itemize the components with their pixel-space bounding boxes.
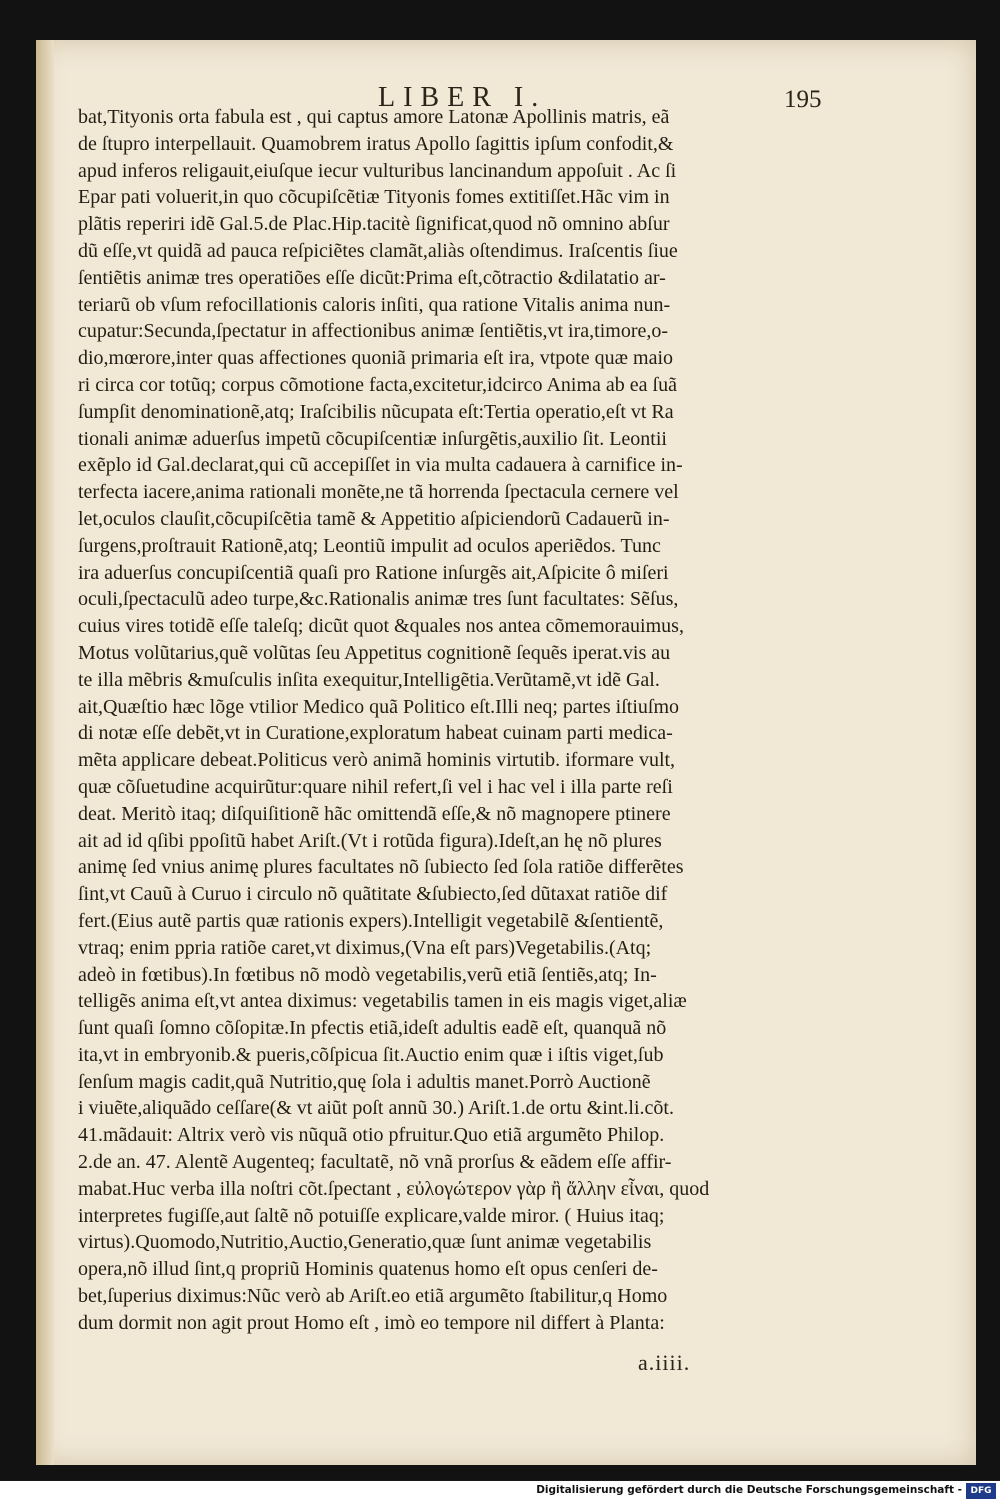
text-line: let,oculos clauſit,cõcupiſcẽtia tamẽ & Appetitio aſpiciendorũ Cadauerũ in- xyxy=(78,507,670,530)
footer-bar xyxy=(0,1481,1000,1502)
text-line: ſurgens,proſtrauit Rationẽ,atq; Leontiũ impulit ad oculos aperiẽdos. Tunc xyxy=(78,534,661,557)
text-line: de ſtupro interpellauit. Quamobrem iratus Apollo ſagittis ipſum confodit,& xyxy=(78,132,674,155)
text-line: ita,vt in embryonib.& pueris,cõſpicua ſit.Auctio enim quæ i iſtis viget,ſub xyxy=(78,1043,664,1066)
text-line: vtraq; enim ppria ratiõe caret,vt diximus,(Vna eſt pars)Vegetabilis.(Atq; xyxy=(78,936,652,959)
text-line: mẽta applicare debeat.Politicus verò animã hominis virtutib. iformare vult, xyxy=(78,749,676,772)
dfg-logo: DFG xyxy=(966,1483,996,1499)
text-line: ira aduerſus concupiſcentiã quaſi pro Ratione inſurgẽs ait,Aſpicite ô miſeri xyxy=(78,561,669,584)
text-line: i viuẽte,aliquãdo ceſſare(& vt aiũt poſt annũ 30.) Ariſt.1.de ortu &int.li.cõt. xyxy=(78,1097,674,1120)
text-line: adeò in fœtibus).In fœtibus nõ modò vegetabilis,verũ etiã ſentiẽs,atq; In- xyxy=(78,963,657,986)
text-line: mabat.Huc verba illa noſtri cõt.ſpectant , εὐλογώτερον γὰρ ἢ ἄλλην εἶναι, quod xyxy=(78,1177,710,1200)
page-binding-edge xyxy=(36,40,54,1465)
text-line: tionali animæ aduerſus impetũ cõcupiſcentiæ inſurgẽtis,auxilio ſit. Leontii xyxy=(78,427,667,450)
page-number: 195 xyxy=(784,86,822,113)
text-line: fert.(Eius autẽ partis quæ rationis expers).Intelligit vegetabilẽ &ſentientẽ, xyxy=(78,909,664,932)
text-line: 2.de an. 47. Alentẽ Augenteq; facultatẽ, nõ vnã prorſus & eãdem eſſe affir- xyxy=(78,1151,672,1174)
text-line: ait,Quæſtio hæc lõge vtilior Medico quã Politico eſt.Illi neq; partes iſtiuſmo xyxy=(78,695,680,718)
text-line: ſenſum magis cadit,quã Nutritio,quę ſola i adultis manet.Porrò Auctionẽ xyxy=(78,1070,651,1093)
text-line: telligẽs anima eſt,vt antea diximus: vegetabilis tamen in eis magis viget,aliæ xyxy=(78,990,687,1013)
text-line: ſunt quaſi ſomno cõſopitæ.In pfectis etiã,ideſt adultis eadẽ eſt, quanquã nõ xyxy=(78,1017,667,1040)
text-line: terfecta iacere,anima rationali monẽte,ne tã horrenda ſpectacula cernere vel xyxy=(78,481,679,504)
text-line: bet,ſuperius diximus:Nũc verò ab Ariſt.eo etiã argumẽto ſtabilitur,q Homo xyxy=(78,1285,668,1308)
text-line: dio,mœrore,inter quas affectiones quoniã primaria eſt ira, vtpote quæ maio xyxy=(78,347,674,370)
signature-mark: a.iiii. xyxy=(638,1350,691,1375)
text-line: Motus volũtarius,quẽ volũtas ſeu Appetitus cognitionẽ ſequẽs iperat.vis au xyxy=(78,641,671,664)
text-line: dum dormit non agit prout Homo eſt , imò eo tempore nil differt à Planta: xyxy=(78,1311,665,1334)
text-line: ſumpſit denominationẽ,atq; Iraſcibilis nũcupata eſt:Tertia operatio,eſt vt Ra xyxy=(78,400,674,423)
running-head-title: LIBER I. xyxy=(378,82,547,113)
text-line: plãtis reperiri idẽ Gal.5.de Plac.Hip.tacitè ſignificat,quod nõ omnino abſur xyxy=(78,213,670,236)
text-line: exẽplo id Gal.declarat,qui cũ accepiſſet in via multa cadauera à carnifice in- xyxy=(78,454,683,477)
text-line: Epar pati voluerit,in quo cõcupiſcẽtiæ Tityonis fomes extitiſſet.Hãc vim in xyxy=(78,186,670,209)
text-line: cuius vires totidẽ eſſe taleſq; dicũt quot &quales nos antea cõmemorauimus, xyxy=(78,615,684,638)
text-line: oculi,ſpectaculũ adeo turpe,&c.Rationalis animæ tres ſunt facultates: Sẽſus, xyxy=(78,588,679,611)
body-text xyxy=(78,104,818,1337)
text-line: deat. Meritò itaq; diſquiſitionẽ hãc omittendã eſſe,& nõ magnopere ptinere xyxy=(78,802,671,825)
text-line: di notæ eſſe debẽt,vt in Curatione,exploratum habeat cuinam parti medica- xyxy=(78,722,673,745)
text-line: animę ſed vnius animę plures facultates nõ ſubiecto ſed ſola ratiõe differẽtes xyxy=(78,856,684,879)
text-line: opera,nõ illud ſint,q propriũ Hominis quatenus homo eſt opus cenſeri de- xyxy=(78,1258,658,1281)
text-line: dũ eſſe,vt quidã ad pauca reſpiciẽtes clamãt,aliàs oſtendimus. Iraſcentis ſiue xyxy=(78,239,678,262)
text-line: ri circa cor totũq; corpus cõmotione facta,excitetur,idcirco Anima ab ea ſuã xyxy=(78,373,677,396)
text-line: cupatur:Secunda,ſpectatur in affectionibus animæ ſentiẽtis,vt ira,timore,o- xyxy=(78,320,669,343)
text-line: te illa mẽbris &muſculis inſita exequitur,Intelligẽtia.Verũtamẽ,vt idẽ Gal. xyxy=(78,668,660,691)
text-line: teriarũ ob vſum refocillationis caloris inſiti, qua ratione Vitalis anima nun- xyxy=(78,293,671,316)
text-line: quæ cõſuetudine acquirũtur:quare nihil refert,ſi vel i hac vel i illa parte reſi xyxy=(78,775,673,798)
text-line: ſentiẽtis animæ tres operatiões eſſe dicũt:Prima eſt,cõtractio &dilatatio ar- xyxy=(78,266,666,289)
text-line: ait ad id qſibi ppoſitũ habet Ariſt.(Vt i rotũda figura).Ideſt,an hę nõ plures xyxy=(78,829,662,852)
text-line: interpretes fugiſſe,aut ſaltẽ nõ potuiſſe explicare,valde miror. ( Huius itaq; xyxy=(78,1204,665,1227)
text-line: ſint,vt Cauũ à Curuo i circulo nõ quãtitate &ſubiecto,ſed dũtaxat ratiõe dif xyxy=(78,883,668,906)
book-page xyxy=(36,40,976,1465)
text-line: virtus).Quomodo,Nutritio,Auctio,Generatio,quæ ſunt animæ vegetabilis xyxy=(78,1231,652,1254)
funding-credit: Digitalisierung gefördert durch die Deutsche Forschungsgemeinschaft - xyxy=(536,1484,962,1496)
text-line: 41.mãdauit: Altrix verò vis nũquã otio pfruitur.Quo etiã argumẽto Philop. xyxy=(78,1124,665,1147)
text-line: bat,Tityonis orta fabula est , qui captus amore Latonæ Apollinis matris, eã xyxy=(78,106,670,128)
text-line: apud inferos religauit,eiuſque iecur vulturibus lancinandum appoſuit . Ac ſi xyxy=(78,159,677,182)
